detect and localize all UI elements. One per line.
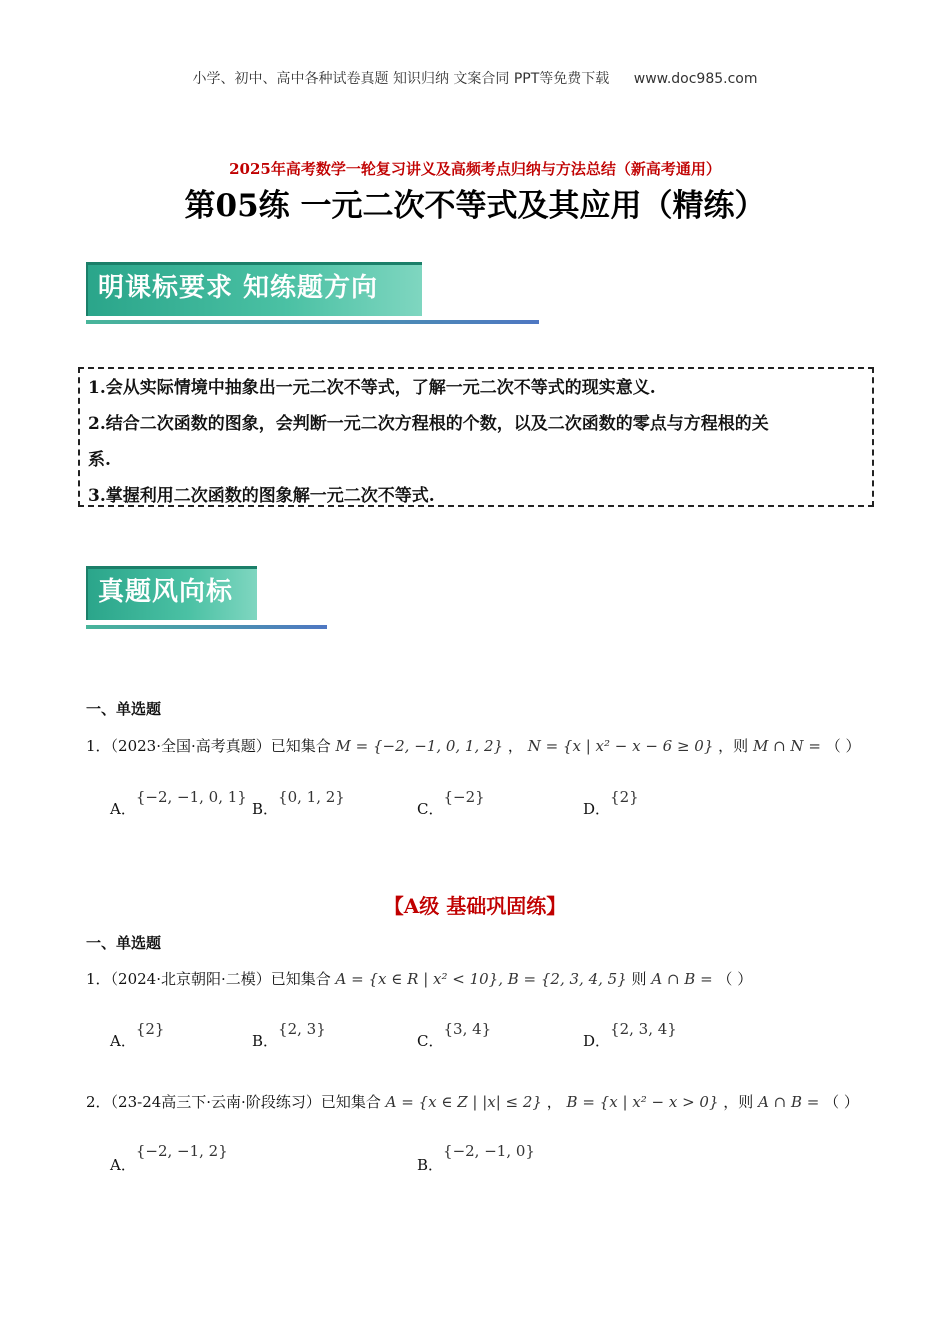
answer-paren: （ ）	[717, 970, 753, 988]
banner-underline	[86, 625, 327, 629]
option-d[interactable]: D．{2, 3, 4}	[583, 1020, 677, 1050]
banner-underline	[86, 320, 539, 324]
set-n: N = {x | x² − x − 6 ≥ 0}	[527, 737, 714, 755]
banner-label: 真题风向标	[86, 566, 257, 620]
comma: ，	[507, 737, 523, 755]
sets-ab: A = {x ∈ R | x² < 10}, B = {2, 3, 4, 5}	[335, 970, 627, 988]
question-1	[86, 968, 886, 989]
set-a: A = {x ∈ Z | |x| ≤ 2}	[385, 1093, 542, 1111]
option-a[interactable]: A．{−2, −1, 0, 1}	[110, 788, 247, 818]
goal-item: 1.会从实际情境中抽象出一元二次不等式，了解一元二次不等式的现实意义.	[88, 378, 656, 398]
options-row	[110, 786, 870, 816]
set-m: M = {−2, −1, 0, 1, 2}	[335, 737, 504, 755]
ask-text: ，则	[718, 737, 749, 755]
options-row	[110, 1140, 870, 1174]
document-subtitle: 2025年高考数学一轮复习讲义及高频考点归纳与方法总结（新高考通用）	[229, 160, 721, 178]
question-2	[86, 1091, 906, 1112]
site-header	[0, 68, 950, 88]
question-1	[86, 735, 886, 756]
goal-item: 系.	[88, 450, 111, 470]
question-prefix: 1．（2023·全国·高考真题）已知集合	[86, 737, 331, 755]
header-url[interactable]: www.doc985.com	[633, 71, 758, 87]
intersection-expr: A ∩ B =	[758, 1093, 820, 1111]
option-b[interactable]: B．{2, 3}	[252, 1020, 326, 1050]
goal-item: 2.结合二次函数的图象，会判断一元二次方程根的个数，以及二次函数的零点与方程根的关	[88, 414, 769, 434]
option-a[interactable]: A．{−2, −1, 2}	[110, 1142, 228, 1174]
answer-paren: （ ）	[824, 1093, 859, 1111]
header-text: 小学、初中、高中各种试卷真题 知识归纳 文案合同 PPT等免费下载	[192, 71, 610, 87]
ask-text: 则	[631, 970, 647, 988]
question-prefix: 1．（2024·北京朝阳·二模）已知集合	[86, 970, 331, 988]
option-d[interactable]: D．{2}	[583, 788, 639, 818]
question-prefix: 2．（23-24高三下·云南·阶段练习）已知集合	[86, 1093, 381, 1111]
intersection-expr: M ∩ N =	[752, 737, 821, 755]
option-c[interactable]: C．{−2}	[417, 788, 485, 818]
goal-item: 3.掌握利用二次函数的图象解一元二次不等式.	[88, 486, 435, 506]
learning-goals-box	[78, 367, 874, 507]
section-heading: 一、单选题	[86, 700, 162, 718]
comma: ，	[546, 1093, 562, 1111]
ask-text: ，则	[723, 1093, 754, 1111]
section-banner-exam	[86, 566, 257, 620]
option-a[interactable]: A．{2}	[110, 1020, 165, 1050]
option-c[interactable]: C．{3, 4}	[417, 1020, 492, 1050]
page-title: 第05练 一元二次不等式及其应用（精练）	[184, 188, 766, 224]
option-b[interactable]: B．{0, 1, 2}	[252, 788, 345, 818]
banner-label: 明课标要求 知练题方向	[86, 262, 422, 316]
section-banner-goals	[86, 262, 422, 316]
answer-paren: （ ）	[825, 737, 861, 755]
option-b[interactable]: B．{−2, −1, 0}	[417, 1142, 535, 1174]
set-b: B = {x | x² − x > 0}	[566, 1093, 719, 1111]
level-title: 【A级 基础巩固练】	[383, 894, 567, 918]
intersection-expr: A ∩ B =	[651, 970, 713, 988]
section-heading: 一、单选题	[86, 934, 162, 952]
options-row	[110, 1018, 870, 1048]
